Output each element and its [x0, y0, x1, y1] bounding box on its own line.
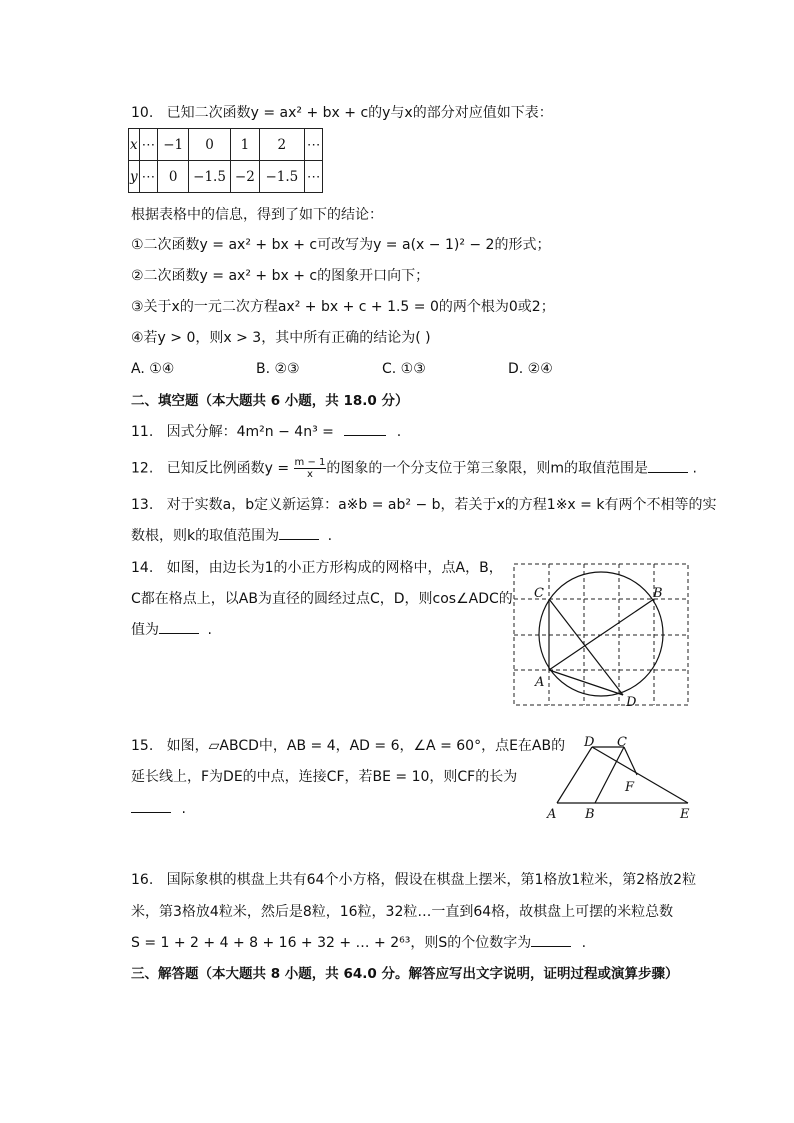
- q15-period: .: [181, 801, 186, 817]
- table-cell: 2: [259, 129, 304, 161]
- point-label-d: D: [584, 736, 595, 750]
- table-cell: −1: [158, 129, 189, 161]
- q16-period: .: [581, 935, 587, 951]
- q16-number: 16.: [131, 872, 154, 888]
- table-cell: y: [129, 161, 140, 193]
- point-label-f: F: [625, 780, 635, 795]
- q15-line-2: 延长线上，F为DE的中点，连接CF，若BE = 10，则CF的长为: [131, 769, 518, 785]
- q15-number: 15.: [131, 738, 154, 754]
- table-cell: −1.5: [259, 161, 304, 193]
- q16-line-3: [131, 933, 586, 953]
- q15-line-1: [131, 736, 565, 756]
- option-a[interactable]: A. ①④: [131, 361, 175, 377]
- q10-item-1: ①二次函数y = ax² + bx + c可改写为y = a(x − 1)² − 2的形式；: [131, 237, 551, 253]
- circle: [539, 572, 663, 696]
- option-b[interactable]: B. ②③: [256, 361, 300, 377]
- q10-stem: [131, 103, 553, 123]
- q13-line-1: [131, 495, 716, 515]
- segments: [549, 599, 654, 695]
- q10-value-table: [128, 128, 323, 193]
- q14-text-3: 值为: [131, 622, 159, 638]
- table-cell: ⋯: [139, 129, 158, 161]
- q16-answer-blank[interactable]: [531, 946, 571, 947]
- point-label-e: E: [680, 807, 690, 822]
- q13-period: .: [327, 528, 333, 544]
- q14-number: 14.: [131, 560, 154, 576]
- table-cell: ⋯: [139, 161, 158, 193]
- q11-text: 因式分解：4m²n − 4n³ =: [166, 424, 334, 440]
- q15-answer-blank[interactable]: [131, 812, 171, 813]
- point-label-c: C: [534, 586, 544, 601]
- q13-number: 13.: [131, 497, 154, 513]
- q12: [131, 457, 697, 480]
- q12-frac-den: x: [307, 469, 313, 480]
- q11-period: .: [396, 424, 402, 440]
- table-cell: 1: [230, 129, 259, 161]
- q10-item-4: ④若y > 0，则x > 3，其中所有正确的结论为( ): [131, 330, 431, 346]
- point-label-d: D: [626, 695, 637, 710]
- q14-line-1: [131, 558, 503, 578]
- point-label-a: A: [535, 675, 545, 690]
- q10-item-2: ②二次函数y = ax² + bx + c的图象开口向下；: [131, 268, 430, 284]
- table-cell: ⋯: [304, 161, 323, 193]
- table-cell: ⋯: [304, 129, 323, 161]
- table-row-x: [129, 129, 323, 161]
- q15-text-1: 如图，▱ABCD中，AB = 4，AD = 6，∠A = 60°，点E在AB的: [166, 738, 566, 754]
- q14-line-3: [131, 620, 212, 640]
- q13-text-2: 数根，则k的取值范围为: [131, 528, 280, 544]
- q12-number: 12.: [131, 460, 154, 477]
- q12-frac-num: m − 1: [294, 457, 326, 468]
- point-label-b: B: [653, 586, 663, 601]
- q10-number: 10.: [131, 105, 154, 121]
- point-label-c: C: [617, 736, 627, 750]
- q12-fraction: [294, 457, 327, 480]
- table-row-y: [129, 161, 323, 193]
- q13-text-1: 对于实数a，b定义新运算：a※b = ab² − b，若关于x的方程1※x = k有两个不相等的实: [166, 497, 717, 513]
- parallelogram-lines: [557, 747, 688, 803]
- q14-answer-blank[interactable]: [159, 633, 199, 634]
- q13-answer-blank[interactable]: [279, 539, 319, 540]
- point-label-b: B: [585, 807, 595, 822]
- q14-period: .: [207, 622, 212, 638]
- q12-period: .: [692, 460, 697, 477]
- table-cell: −1.5: [189, 161, 231, 193]
- q16-text-1: 国际象棋的棋盘上共有64个小方格，假设在棋盘上摆米，第1格放1粒米，第2格放2粒: [166, 872, 697, 888]
- table-cell: −2: [230, 161, 259, 193]
- table-cell: x: [129, 129, 140, 161]
- point-label-a: A: [547, 807, 557, 822]
- q12-post: 的图象的一个分支位于第三象限，则m的取值范围是: [326, 460, 649, 477]
- section-3-heading: 三、解答题（本大题共 8 小题，共 64.0 分。解答应写出文字说明，证明过程或演算步骤）: [131, 966, 679, 982]
- q11-answer-blank[interactable]: [344, 435, 386, 436]
- q11-number: 11.: [131, 424, 154, 440]
- q11: [131, 422, 401, 442]
- q14-text-1: 如图，由边长为1的小正方形构成的网格中，点A，B，: [166, 560, 503, 576]
- q14-line-2: C都在格点上，以AB为直径的圆经过点C，D，则cos∠ADC的: [131, 591, 513, 607]
- table-cell: 0: [189, 129, 231, 161]
- q12-pre: 已知反比例函数y =: [166, 460, 290, 477]
- q14-figure: [508, 558, 694, 710]
- section-2-heading: 二、填空题（本大题共 6 小题，共 18.0 分）: [131, 393, 409, 409]
- q13-line-2: [131, 526, 332, 546]
- q10-stem-text: 已知二次函数y = ax² + bx + c的y与x的部分对应值如下表：: [166, 105, 553, 121]
- q16-text-3: S = 1 + 2 + 4 + 8 + 16 + 32 + … + 2⁶³，则S的个位数字为: [131, 935, 532, 951]
- q10-item-3: ③关于x的一元二次方程ax² + bx + c + 1.5 = 0的两个根为0或2；: [131, 299, 555, 315]
- q16-line-1: [131, 870, 696, 890]
- option-d[interactable]: D. ②④: [508, 361, 553, 377]
- q10-intro: 根据表格中的信息，得到了如下的结论：: [131, 207, 383, 223]
- q12-answer-blank[interactable]: [648, 472, 688, 473]
- q15-figure: [540, 736, 700, 826]
- q16-line-2: 米，第3格放4粒米，然后是8粒，16粒，32粒…一直到64格，故棋盘上可摆的米粒总数: [131, 904, 674, 920]
- q15-line-3: [131, 799, 186, 819]
- table-cell: 0: [158, 161, 189, 193]
- option-c[interactable]: C. ①③: [382, 361, 426, 377]
